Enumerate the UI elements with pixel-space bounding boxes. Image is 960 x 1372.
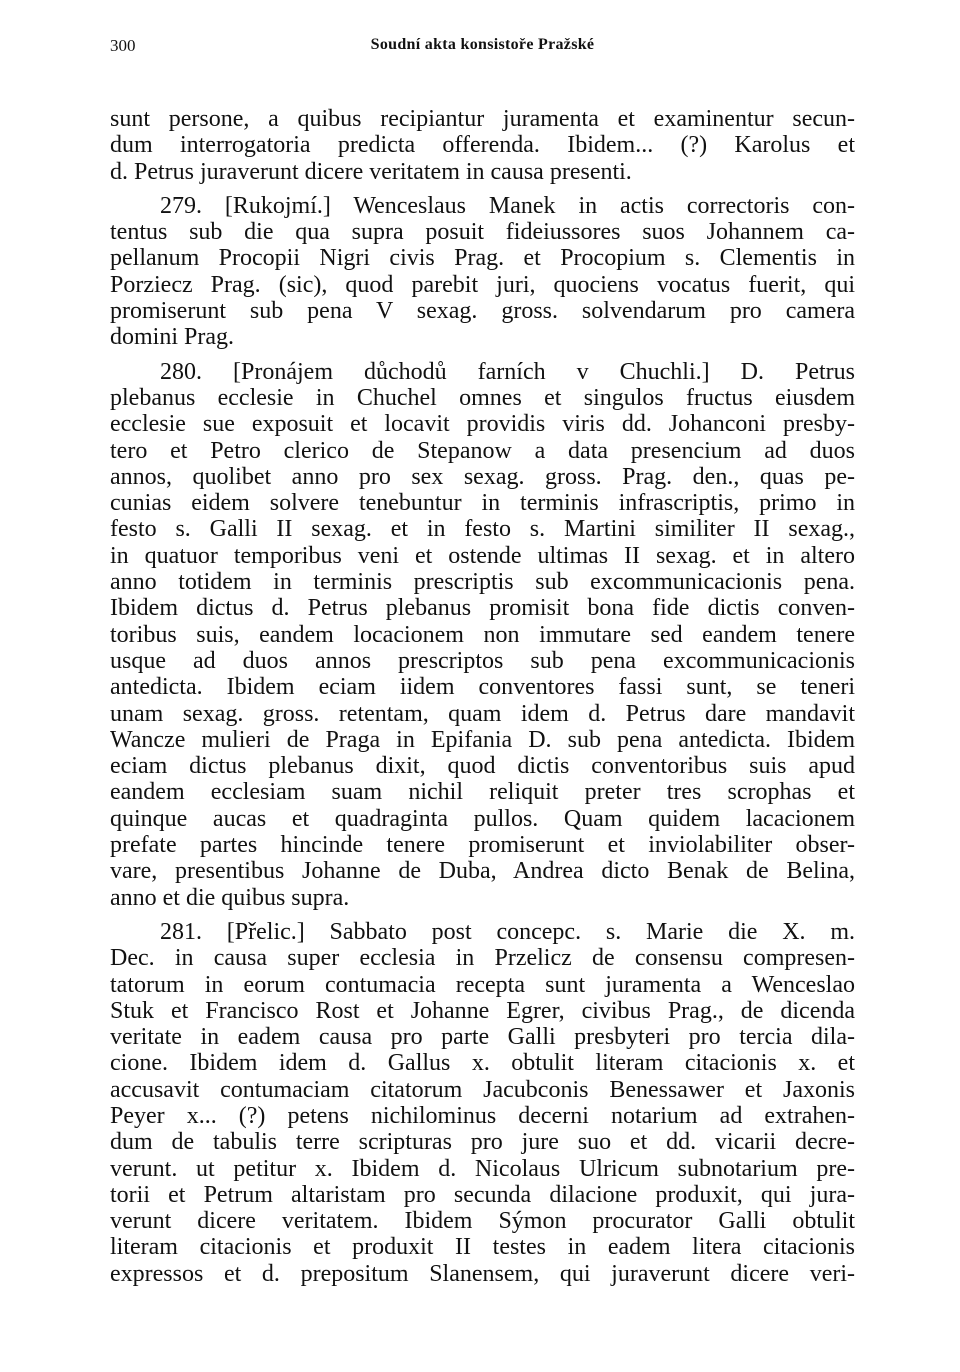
- body-text: [110, 106, 855, 1287]
- text-line: 279. [Rukojmí.] Wenceslaus Manek in actis correctoris con-: [160, 192, 855, 219]
- paragraph-280: [110, 359, 855, 911]
- text-line: plebanus ecclesie in Chuchel omnes et singulos fructus eiusdem: [110, 384, 855, 411]
- text-line: torii et Petrum altaristam pro secunda dilacione produxit, qui jura-: [110, 1181, 855, 1208]
- text-line: cunias eidem solvere tenebuntur in terminis infrascriptis, primo in: [110, 490, 855, 517]
- text-line: Stuk et Francisco Rost et Johanne Egrer, civibus Prag., de dicenda: [110, 997, 855, 1024]
- paragraph-continuation: [110, 106, 855, 185]
- text-line: quinque aucas et quadraginta pullos. Quam quidem lacacionem: [110, 805, 855, 832]
- text-line: Dec. in causa super ecclesia in Przelicz de consensu compresen-: [110, 945, 855, 972]
- text-line: literam citacionis et produxit II testes in eadem litera citacionis: [110, 1234, 855, 1261]
- paragraph-279: [110, 193, 855, 351]
- text-line: Wancze mulieri de Praga in Epifania D. sub pena antedicta. Ibidem: [110, 726, 855, 753]
- text-line: tero et Petro clerico de Stepanow a data presencium ad duos: [110, 437, 855, 464]
- page-number: 300: [110, 36, 136, 55]
- text-line: anno et die quibus supra.: [110, 884, 350, 911]
- text-line: in quatuor temporibus veni et ostende ultimas II sexag. et in altero: [110, 542, 855, 569]
- text-line: Ibidem dictus d. Petrus plebanus promisit bona fide dictis conven-: [110, 595, 855, 622]
- text-line: sunt persone, a quibus recipiantur juramenta et examinentur secun-: [110, 106, 855, 132]
- text-line: verunt dicere veritatem. Ibidem Sýmon procurator Galli obtulit: [110, 1208, 855, 1235]
- text-line: tatorum in eorum contumacia recepta sunt juramenta a Wenceslao: [110, 971, 855, 998]
- text-line: 280. [Pronájem důchodů farních v Chuchli.] D. Petrus: [160, 358, 855, 385]
- text-line: antedicta. Ibidem eciam iidem conventores fassi sunt, se teneri: [110, 674, 855, 701]
- text-line: vare, presentibus Johanne de Duba, Andrea dicto Benak de Belina,: [110, 858, 855, 885]
- text-line: eandem ecclesiam suam nichil reliquit preter tres scrophas et: [110, 779, 855, 806]
- text-line: prefate partes hincinde tenere promiserunt et inviolabiliter obser-: [110, 832, 855, 859]
- text-line: festo s. Galli II sexag. et in festo s. Martini similiter II sexag.,: [110, 516, 855, 543]
- text-line: expressos et d. prepositum Slanensem, qui juraverunt dicere veri-: [110, 1260, 855, 1287]
- text-line: verunt. ut petitur x. Ibidem d. Nicolaus Ulricum subnotarium pre-: [110, 1155, 855, 1182]
- text-line: pellanum Procopii Nigri civis Prag. et Procopium s. Clementis in: [110, 245, 855, 272]
- text-line: toribus suis, eandem locacionem non immutare sed eandem tenere: [110, 621, 855, 648]
- text-line: 281. [Přelic.] Sabbato post concepc. s. Marie die X. m.: [160, 918, 855, 945]
- text-line: usque ad duos annos prescriptos sub pena excommunicacionis: [110, 647, 855, 674]
- running-title: Soudní akta konsistoře Pražské: [370, 36, 595, 53]
- paragraph-281: [110, 919, 855, 1287]
- text-line: d. Petrus juraverunt dicere veritatem in causa presenti.: [110, 158, 632, 185]
- text-line: dum de tabulis terre scripturas pro jure suo et dd. vicarii decre-: [110, 1129, 855, 1156]
- text-line: cione. Ibidem idem d. Gallus x. obtulit literam citacionis x. et: [110, 1050, 855, 1077]
- text-line: Porziecz Prag. (sic), quod parebit juri, quociens vocatus fuerit, qui: [110, 271, 855, 298]
- text-line: accusavit contumaciam citatorum Jacubconis Benessawer et Jaxonis: [110, 1076, 855, 1103]
- text-line: annos, quolibet anno pro sex sexag. gross. Prag. den., quas pe-: [110, 463, 855, 490]
- text-line: eciam dictus plebanus dixit, quod dictis conventoribus suis apud: [110, 753, 855, 780]
- running-head: [110, 36, 855, 66]
- text-line: promiserunt sub pena V sexag. gross. solvendarum pro camera: [110, 298, 855, 325]
- document-page: [110, 36, 855, 1287]
- text-line: dum interrogatoria predicta offerenda. Ibidem... (?) Karolus et: [110, 132, 855, 159]
- text-line: tentus sub die qua supra posuit fideiussores suos Johannem ca-: [110, 219, 855, 246]
- text-line: domini Prag.: [110, 324, 234, 351]
- text-line: unam sexag. gross. retentam, quam idem d. Petrus dare mandavit: [110, 700, 855, 727]
- text-line: Peyer x... (?) petens nichilominus decerni notarium ad extrahen-: [110, 1102, 855, 1129]
- text-line: anno totidem in terminis prescriptis sub excommunicacionis pena.: [110, 569, 855, 596]
- text-line: ecclesie sue exposuit et locavit providis viris dd. Johanconi presby-: [110, 411, 855, 438]
- text-line: veritate in eadem causa pro parte Galli presbyteri pro tercia dila-: [110, 1024, 855, 1051]
